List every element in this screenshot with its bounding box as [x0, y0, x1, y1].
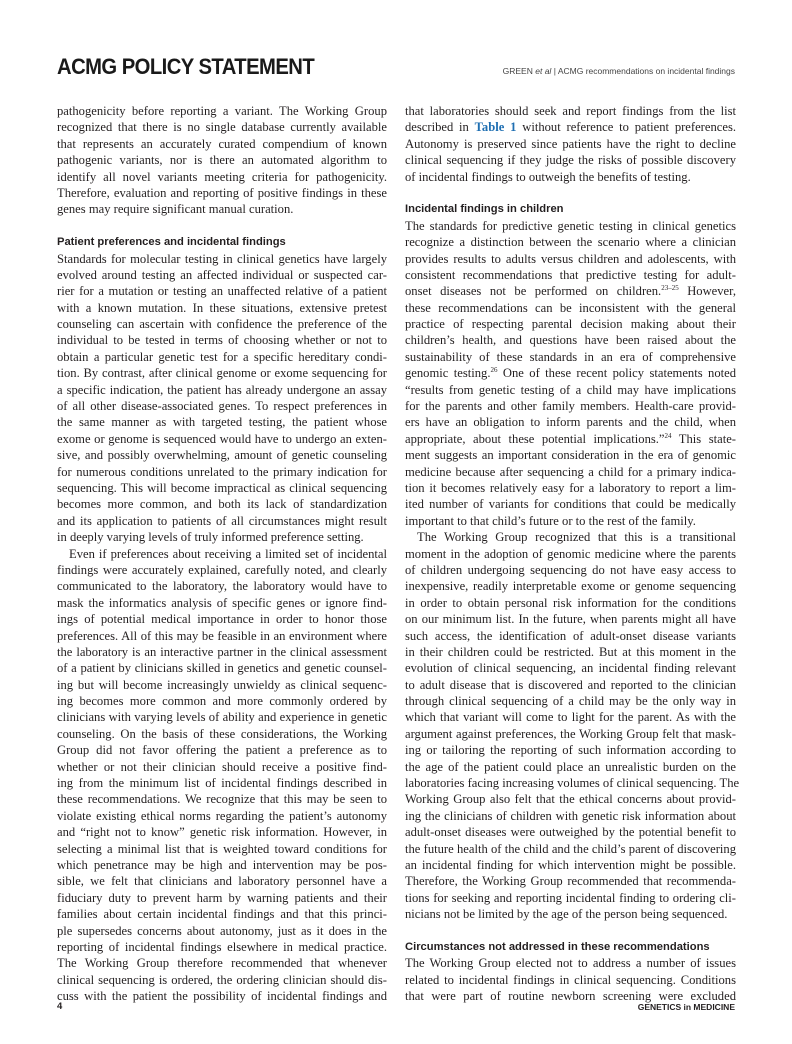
text-line: ple supersedes concerns about autonomy, just as it does in the [57, 923, 387, 938]
paragraph [405, 103, 736, 185]
text-line [405, 119, 736, 135]
text-line: that represents an accurately curated compendium of known [57, 136, 387, 151]
text-line: a specific indication, the patient has already undergone an assay [57, 382, 387, 397]
text-line: sequencing. This will become impractical as clinical sequencing [57, 480, 387, 495]
text-line: whether or not their clinician should receive a positive find- [57, 759, 387, 774]
table-link[interactable]: Table 1 [474, 120, 517, 135]
text-segment: described in [405, 120, 475, 135]
citation-superscript[interactable]: 26 [490, 366, 498, 375]
text-line: argument against preferences, the Working Group felt that mask- [405, 726, 736, 741]
text-segment: appropriate, about these potential implications.” [405, 431, 665, 446]
text-line: violate existing ethical norms regarding the patient’s autonomy [57, 808, 387, 823]
text-line: of incidental findings to outweigh the benefits of testing. [405, 169, 691, 184]
text-line: sive, and possibly overwhelming, amount of genetic counseling [57, 448, 387, 463]
text-line: cuss with the patient the possibility of incidental findings and [57, 989, 387, 1004]
text-line: rier for a mutation or testing an unaffected relative of a patient [57, 284, 387, 299]
text-line: Therefore, the Working Group recommended that recommenda- [405, 874, 736, 889]
text-line: recognize a distinction between the scenario where a clinician [405, 235, 736, 250]
text-line: children’s health, and questions have been raised about the [405, 333, 736, 348]
text-line: medicine because after sequencing a child for a primary indica- [405, 464, 736, 479]
text-line: findings were accurately explained, carefully noted, and clearly [57, 562, 387, 577]
text-line: the age of the patient could place an unrealistic burden on the [405, 759, 736, 774]
text-line: Group did not favor offering the patient a preference as to [57, 743, 387, 758]
text-line: clinical sequencing is ordered, the ordering clinician should dis- [57, 972, 387, 987]
text-line: ers have an obligation to inform parents and the child, when [405, 415, 736, 430]
text-line [405, 283, 736, 299]
text-line: with a known mutation. In these situations, extensive pretest [57, 300, 387, 315]
left-column [57, 103, 387, 1004]
running-title: ACMG recommendations on incidental findings [557, 66, 735, 76]
text-line [405, 431, 736, 447]
text-line: which penetrance may be high and intervention may be pos- [57, 857, 387, 872]
text-line: these recommendations. We recognize that this may be seen to [57, 792, 387, 807]
paragraph [57, 103, 387, 218]
text-line: of all other disease-associated genes. To respect preferences in [57, 399, 387, 414]
text-line: recognized that there is no single database currently available [57, 120, 387, 135]
right-column [405, 103, 740, 1004]
text-line: “results from genetic testing of a child may have implications [405, 382, 736, 397]
text-segment: without reference to patient preferences. [516, 120, 736, 135]
spacer [405, 923, 736, 939]
text-line: these recommendations can be inconsistent with the general [405, 300, 736, 315]
text-line: and “right not to know” genetic risk information. However, in [57, 825, 387, 840]
paragraph [405, 955, 736, 1004]
text-segment: One of these recent policy statements noted [497, 366, 737, 381]
text-line: of children undergoing sequencing do not have easy access to [405, 562, 736, 577]
text-line: communicated to the laboratory, the laboratory would have to [57, 579, 387, 594]
text-line: through clinical sequencing of a child may be the only way in [405, 694, 736, 709]
text-line: The standards for predictive genetic testing in clinical genetics [405, 218, 736, 233]
text-line: counseling. On the basis of these considerations, the Working [57, 726, 387, 741]
text-line: preferences. All of this may be feasible in an environment where [57, 628, 387, 643]
text-segment: genomic testing. [405, 366, 491, 381]
text-line: such access, the identification of adult-onset disease variants [405, 628, 736, 643]
section-title: ACMG POLICY STATEMENT [57, 54, 315, 79]
text-line: adult-onset diseases were outweighed by the potential benefit to [405, 825, 736, 840]
text-line: inexpensive, readily interpretable exome or genome sequencing [405, 579, 736, 594]
text-line: The Working Group recognized that this is a transitional [417, 530, 736, 545]
text-line: in their children could be restricted. But at this moment in the [405, 644, 736, 659]
page-number: 4 [57, 1001, 63, 1012]
text-line [405, 365, 736, 381]
text-line: clinical sequencing if they judge the risks of possible discovery [405, 153, 736, 168]
text-line: pathogenic variants, nor is there an automated algorithm to [57, 153, 387, 168]
section-heading: Circumstances not addressed in these recommendations [405, 940, 710, 953]
text-line: Autonomy is preserved since patients have the right to decline [405, 136, 736, 151]
text-segment: However, [678, 284, 736, 299]
author: GREEN [502, 66, 533, 76]
text-line: practice of respecting parental decision making about their [405, 317, 736, 332]
text-line: Even if preferences about receiving a limited set of incidental [69, 546, 387, 561]
text-line: families about certain incidental findings and that this princi- [57, 907, 387, 922]
text-line: becomes more common, and both its lack of standardization [57, 497, 387, 512]
text-line: Standards for molecular testing in clinical genetics have largely [57, 251, 387, 266]
text-line: ing becomes more common and more commonly ordered by [57, 694, 387, 709]
separator: | [553, 66, 556, 76]
text-line: ing or tailoring the reporting of such information according to [405, 743, 736, 758]
paragraph [57, 251, 387, 546]
section-heading: Incidental findings in children [405, 203, 564, 216]
text-line: moment in the adoption of genomic medicine where the parents [405, 546, 736, 561]
text-line: related to incidental findings in clinical sequencing. Conditions [405, 972, 736, 987]
text-line: for numerous conditions unrelated to the primary indication for [57, 464, 387, 479]
text-line: The Working Group elected not to address a number of issues [405, 956, 736, 971]
text-line: to adult disease that is discovered and reported to the clinician [405, 677, 736, 692]
text-line: individual to be tested in terms of choosing whether or not to [57, 333, 387, 348]
text-line: in deeply varying levels of truly informed preference setting. [57, 530, 364, 545]
text-line: reporting of incidental findings elsewhere in medical practice. [57, 939, 387, 954]
text-line: the same manner as with targeted testing, the patient whose [57, 415, 387, 430]
text-line: selecting a minimal list that is weighted toward conditions for [57, 841, 387, 856]
text-line: Therefore, evaluation and reporting of positive findings in these [57, 185, 387, 200]
text-line: ment suggests an important consideration in the era of genomic [405, 448, 736, 463]
text-line: evolution of clinical sequencing, an incidental finding relevant [405, 661, 736, 676]
text-segment: onset diseases not be performed on children. [405, 284, 662, 299]
text-line: mask the informatics analysis of specific genes or ignore find- [57, 595, 387, 610]
text-line: on our minimum list. In the future, when parents might all have [405, 612, 736, 627]
text-line: that laboratories should seek and report findings from the list [405, 104, 736, 118]
text-line: that were part of routine newborn screening were excluded [405, 989, 736, 1004]
text-line: tion it becomes relatively easy for a laboratory to report a lim- [405, 480, 736, 495]
section-heading: Patient preferences and incidental findings [57, 236, 286, 249]
text-line: evolved around testing an affected individual or suspected car- [57, 267, 387, 282]
citation-superscript[interactable]: 24 [664, 431, 672, 440]
text-line: pathogenicity before reporting a variant. The Working Group [57, 104, 387, 118]
text-line: laboratories facing increasing volumes of clinical sequencing. The [405, 776, 740, 791]
text-line: and its application to patients of all circumstances might result [57, 513, 387, 528]
journal-name: GENETICS in MEDICINE [637, 1002, 735, 1012]
text-line: nicians not be limited by the age of the person being sequenced. [405, 907, 728, 922]
text-line: sible, we felt that clinicians and laboratory personnel have a [57, 874, 387, 889]
et-al: et al [535, 66, 552, 76]
text-line: ing from the minimum list of incidental findings described in [57, 776, 387, 791]
text-line: tions for seeking and reporting incidental finding to ordering cli- [405, 890, 736, 905]
text-line: provides results to adults versus children and adolescents, with [405, 251, 736, 266]
running-header [503, 66, 735, 76]
text-line: ing the clinicians of children with genetic risk information about [405, 808, 736, 823]
text-segment: This state- [671, 431, 736, 446]
text-line: important to that child’s future or to the rest of the family. [405, 513, 696, 528]
citation-superscript[interactable]: 23–25 [661, 284, 679, 293]
paragraph [405, 529, 740, 922]
text-line: tion. By contrast, after clinical genome or exome sequencing for [57, 366, 387, 381]
text-line: exome or genome is sequenced would have to undergo an exten- [57, 431, 387, 446]
text-line: ings of potential medical importance in order to honor those [57, 612, 387, 627]
text-line: ing but will become increasingly unwieldy as clinical sequenc- [57, 677, 387, 692]
text-line: which that variant will come to light for the parent. As with the [405, 710, 736, 725]
text-line: identify all novel variants meeting criteria for pathogenicity. [57, 169, 387, 184]
text-line: Working Group also felt that the ethical concerns about provid- [405, 792, 736, 807]
text-line: of a patient by clinicians skilled in genetics and genetic counsel- [57, 661, 387, 676]
text-line: an incidental finding for which intervention might be possible. [405, 857, 736, 872]
text-line: consistent recommendations that predictive testing for adult- [405, 267, 736, 282]
text-line: obtain a particular genetic test for a specific hereditary condi- [57, 349, 387, 364]
text-line: in order to obtain personal risk information for the conditions [405, 595, 736, 610]
text-line: fiduciary duty to prevent harm by warning patients and their [57, 890, 387, 905]
text-line: the laboratory is an interactive partner in the clinical assessment [57, 644, 387, 659]
spacer [405, 185, 736, 201]
text-line: genes may require significant manual curation. [57, 202, 294, 217]
text-line: clinicians with varying levels of ability and experience in genetic [57, 710, 387, 725]
text-line: sustainability of these standards in an era of comprehensive [405, 349, 736, 364]
text-line: the future health of the child and the child’s parent of discovering [405, 841, 736, 856]
spacer [57, 218, 387, 234]
paragraph [57, 546, 387, 1005]
text-line: counseling can ascertain with confidence the preference of the [57, 317, 387, 332]
text-line: for the parents and other family members. Health-care provid- [405, 399, 736, 414]
paragraph [405, 218, 736, 529]
text-line: ited number of variants for conditions that could be medically [405, 497, 736, 512]
text-line: The Working Group therefore recommended that whenever [57, 956, 387, 971]
